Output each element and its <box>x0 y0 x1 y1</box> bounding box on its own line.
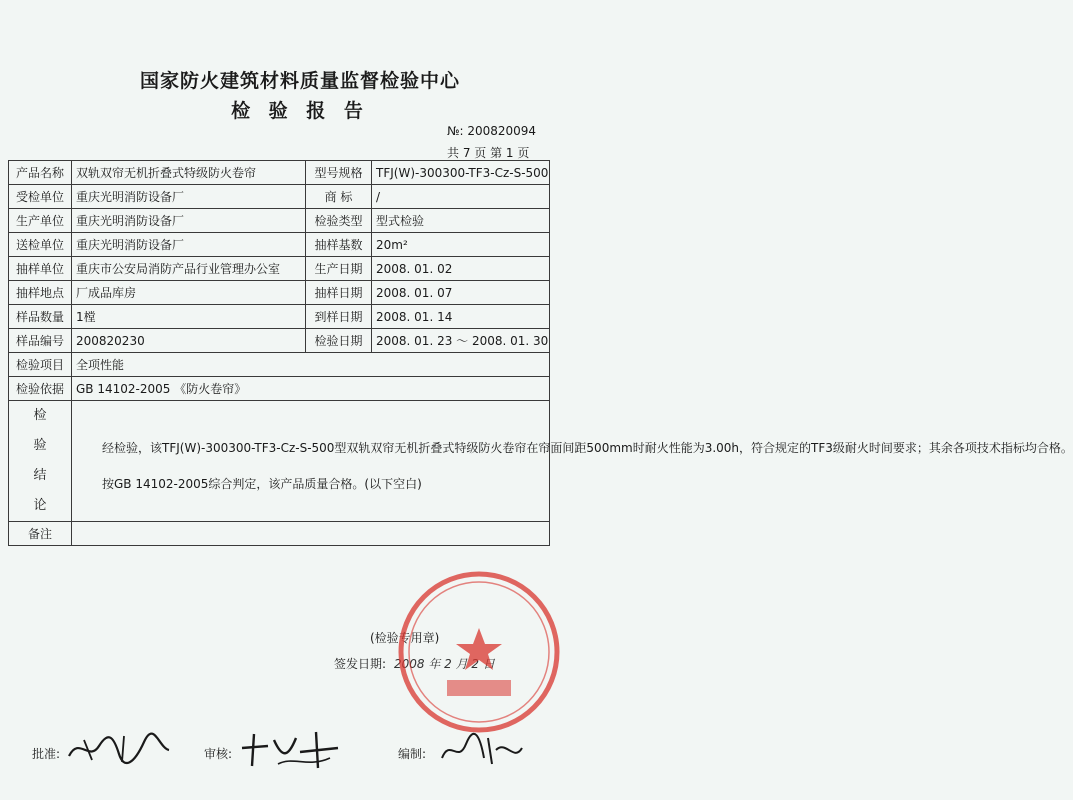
remarks-label: 备注 <box>9 522 72 546</box>
field-label: 检验类型 <box>306 209 372 233</box>
field-value: 重庆光明消防设备厂 <box>72 209 306 233</box>
field-label: 抽样基数 <box>306 233 372 257</box>
table-row <box>9 161 550 185</box>
table-row <box>9 209 550 233</box>
field-label: 商 标 <box>306 185 372 209</box>
field-value: / <box>372 185 550 209</box>
test-basis-label: 检验依据 <box>9 377 72 401</box>
field-value: 重庆光明消防设备厂 <box>72 233 306 257</box>
field-label: 检验日期 <box>306 329 372 353</box>
table-row <box>9 522 550 546</box>
conclusion-paragraph: 按GB 14102-2005综合判定，该产品质量合格。(以下空白) <box>102 477 422 491</box>
test-items-label: 检验项目 <box>9 353 72 377</box>
field-value: 型式检验 <box>372 209 550 233</box>
organization-title: 国家防火建筑材料质量监督检验中心 <box>139 70 460 92</box>
remarks-value <box>72 522 550 546</box>
field-value: 双轨双帘无机折叠式特级防火卷帘 <box>72 161 306 185</box>
compile-label: 编制: <box>398 747 427 761</box>
table-row <box>9 353 550 377</box>
conclusion-label-text: 检 验 结 论 <box>33 408 47 513</box>
compiler-signature-icon <box>436 728 526 770</box>
field-label: 生产日期 <box>306 257 372 281</box>
table-row <box>9 257 550 281</box>
field-label: 抽样单位 <box>9 257 72 281</box>
table-row <box>9 281 550 305</box>
table-row <box>9 185 550 209</box>
table-row <box>9 377 550 401</box>
field-value: 2008. 01. 23 ～ 2008. 01. 30 <box>372 329 550 353</box>
field-label: 送检单位 <box>9 233 72 257</box>
report-number: №: 200820094 <box>447 124 537 138</box>
field-value: 2008. 01. 02 <box>372 257 550 281</box>
field-value: 2008. 01. 14 <box>372 305 550 329</box>
document-title: 检 验 报 告 <box>231 100 369 122</box>
table-row <box>9 305 550 329</box>
reviewer-signature-icon <box>238 728 348 772</box>
field-value: 20m² <box>372 233 550 257</box>
table-row <box>9 329 550 353</box>
issue-date-label: 签发日期: <box>334 657 387 671</box>
report-table <box>8 160 1073 671</box>
field-label: 样品编号 <box>9 329 72 353</box>
field-label: 样品数量 <box>9 305 72 329</box>
field-value: 2008. 01. 07 <box>372 281 550 305</box>
conclusion-body <box>72 401 1073 671</box>
page-info: 共 7 页 第 1 页 <box>447 146 530 160</box>
test-items-value: 全项性能 <box>72 353 550 377</box>
field-label: 型号规格 <box>306 161 372 185</box>
field-value: TFJ(W)-300300-TF3-Cz-S-500 <box>372 161 550 185</box>
conclusion-paragraph: 经检验，该TFJ(W)-300300-TF3-Cz-S-500型双轨双帘无机折叠式特级防火卷帘在帘面间距500mm时耐火性能为3.00h，符合规定的TF3级耐火时间要求；其余各项技术指标均合格。 <box>102 441 1073 455</box>
field-value: 1樘 <box>72 305 306 329</box>
field-value: 厂成品库房 <box>72 281 306 305</box>
field-value: 重庆光明消防设备厂 <box>72 185 306 209</box>
seal-caption: (检验专用章) <box>370 631 440 645</box>
official-seal-icon <box>395 568 563 736</box>
field-label: 产品名称 <box>9 161 72 185</box>
test-basis-value: GB 14102-2005 《防火卷帘》 <box>72 377 550 401</box>
table-row <box>9 401 550 522</box>
field-value: 重庆市公安局消防产品行业管理办公室 <box>72 257 306 281</box>
field-label: 抽样日期 <box>306 281 372 305</box>
conclusion-label <box>9 401 72 522</box>
field-value: 200820230 <box>72 329 306 353</box>
field-label: 生产单位 <box>9 209 72 233</box>
review-label: 审核: <box>204 747 233 761</box>
approve-label: 批准: <box>32 747 61 761</box>
approver-signature-icon <box>64 728 174 768</box>
issue-date-value: 2008 年 2 月 2 日 <box>394 657 495 671</box>
field-label: 受检单位 <box>9 185 72 209</box>
table-row <box>9 233 550 257</box>
field-label: 抽样地点 <box>9 281 72 305</box>
field-label: 到样日期 <box>306 305 372 329</box>
